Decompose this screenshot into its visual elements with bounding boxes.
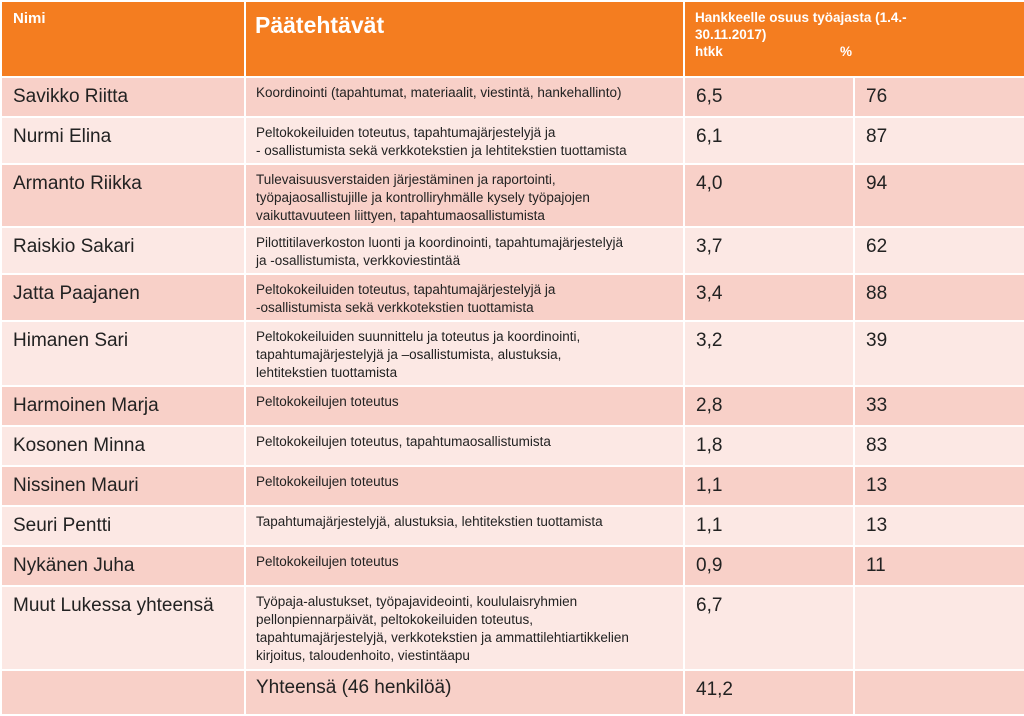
cell-tasks xyxy=(245,117,684,164)
table-row xyxy=(1,506,1024,546)
header-units xyxy=(695,43,1020,60)
task-line: Työpaja-alustukset, työpajavideointi, koululaisryhmien xyxy=(256,594,578,609)
table-row xyxy=(1,227,1024,274)
task-line: Peltokokeilujen toteutus xyxy=(256,554,399,569)
cell-name: Nurmi Elina xyxy=(1,117,245,164)
cell-tasks xyxy=(245,164,684,227)
cell-htkk: 4,0 xyxy=(684,164,854,227)
task-line: Peltokokeilujen toteutus, tapahtumaosallistumista xyxy=(256,434,551,449)
cell-pct: 88 xyxy=(854,274,1024,321)
table-row xyxy=(1,386,1024,426)
task-line: lehtitekstien tuottamista xyxy=(256,365,398,380)
cell-pct: 83 xyxy=(854,426,1024,466)
cell-htkk: 6,7 xyxy=(684,586,854,670)
task-line: tapahtumajärjestelyjä ja –osallistumista, alustuksia, xyxy=(256,347,562,362)
cell-htkk: 6,5 xyxy=(684,77,854,117)
header-name: Nimi xyxy=(1,1,245,77)
task-line: työpajaosallistujille ja kontrolliryhmälle kysely työpajojen xyxy=(256,190,590,205)
cell-tasks xyxy=(245,546,684,586)
cell-tasks xyxy=(245,506,684,546)
cell-name: Harmoinen Marja xyxy=(1,386,245,426)
cell-htkk: 3,7 xyxy=(684,227,854,274)
cell-tasks xyxy=(245,274,684,321)
cell-pct: 87 xyxy=(854,117,1024,164)
task-line: Tulevaisuusverstaiden järjestäminen ja raportointi, xyxy=(256,172,556,187)
cell-htkk: 1,8 xyxy=(684,426,854,466)
table-row xyxy=(1,466,1024,506)
cell-name: Armanto Riikka xyxy=(1,164,245,227)
cell-name: Kosonen Minna xyxy=(1,426,245,466)
task-line: pellonpiennarpäivät, peltokokeiluiden toteutus, xyxy=(256,612,533,627)
table-row xyxy=(1,426,1024,466)
cell-htkk: 3,4 xyxy=(684,274,854,321)
header-share-line-1: Hankkeelle osuus työajasta (1.4.- xyxy=(695,10,907,25)
cell-tasks xyxy=(245,586,684,670)
cell-htkk: 6,1 xyxy=(684,117,854,164)
cell-name: Savikko Riitta xyxy=(1,77,245,117)
task-line: Peltokokeiluiden toteutus, tapahtumajärjestelyjä ja xyxy=(256,125,556,140)
header-unit-pct: % xyxy=(840,44,853,59)
cell-tasks xyxy=(245,321,684,386)
cell-htkk: 2,8 xyxy=(684,386,854,426)
task-line: tapahtumajärjestelyjä, verkkotekstien ja ammattilehtiartikkelien xyxy=(256,630,629,645)
cell-pct: 11 xyxy=(854,546,1024,586)
header-unit-htkk: htkk xyxy=(695,44,723,59)
cell-tasks xyxy=(245,77,684,117)
cell-name: Muut Lukessa yhteensä xyxy=(1,586,245,670)
cell-name: Raiskio Sakari xyxy=(1,227,245,274)
cell-pct: 62 xyxy=(854,227,1024,274)
cell-pct xyxy=(854,586,1024,670)
cell-pct: 76 xyxy=(854,77,1024,117)
table-row xyxy=(1,77,1024,117)
cell-name: Himanen Sari xyxy=(1,321,245,386)
task-line: - osallistumista sekä verkkotekstien ja lehtitekstien tuottamista xyxy=(256,143,627,158)
table-row xyxy=(1,586,1024,670)
cell-pct: 13 xyxy=(854,506,1024,546)
table-row xyxy=(1,546,1024,586)
cell-tasks xyxy=(245,227,684,274)
cell-pct: 39 xyxy=(854,321,1024,386)
task-line: vaikuttavuuteen liittyen, tapahtumaosallistumista xyxy=(256,208,545,223)
cell-htkk: 0,9 xyxy=(684,546,854,586)
task-line: Peltokokeiluiden suunnittelu ja toteutus ja koordinointi, xyxy=(256,329,581,344)
cell-tasks xyxy=(245,386,684,426)
task-line: ja -osallistumista, verkkoviestintää xyxy=(256,253,461,268)
task-line: Pilottitilaverkoston luonti ja koordinointi, tapahtumajärjestelyjä xyxy=(256,235,623,250)
task-line: Peltokokeilujen toteutus xyxy=(256,394,399,409)
cell-name: Jatta Paajanen xyxy=(1,274,245,321)
cell-pct xyxy=(854,670,1024,715)
cell-pct: 33 xyxy=(854,386,1024,426)
cell-tasks xyxy=(245,466,684,506)
cell-pct: 94 xyxy=(854,164,1024,227)
header-row xyxy=(1,1,1024,77)
cell-htkk: 3,2 xyxy=(684,321,854,386)
table-body xyxy=(1,77,1024,715)
cell-htkk: 1,1 xyxy=(684,466,854,506)
header-tasks: Päätehtävät xyxy=(245,1,684,77)
table-row xyxy=(1,274,1024,321)
cell-tasks xyxy=(245,670,684,715)
task-line: Yhteensä (46 henkilöä) xyxy=(256,677,452,698)
task-line: -osallistumista sekä verkkotekstien tuottamista xyxy=(256,300,534,315)
table-row xyxy=(1,164,1024,227)
task-line: Tapahtumajärjestelyjä, alustuksia, lehtitekstien tuottamista xyxy=(256,514,603,529)
task-line: Peltokokeilujen toteutus xyxy=(256,474,399,489)
cell-tasks xyxy=(245,426,684,466)
cell-name: Seuri Pentti xyxy=(1,506,245,546)
cell-pct: 13 xyxy=(854,466,1024,506)
task-line: Koordinointi (tapahtumat, materiaalit, viestintä, hankehallinto) xyxy=(256,85,622,100)
task-line: Peltokokeiluiden toteutus, tapahtumajärjestelyjä ja xyxy=(256,282,556,297)
cell-htkk: 41,2 xyxy=(684,670,854,715)
table-row xyxy=(1,321,1024,386)
total-row xyxy=(1,670,1024,715)
header-share xyxy=(684,1,1024,77)
cell-name xyxy=(1,670,245,715)
task-line: kirjoitus, taloudenhoito, viestintäapu xyxy=(256,648,470,663)
cell-htkk: 1,1 xyxy=(684,506,854,546)
cell-name: Nykänen Juha xyxy=(1,546,245,586)
cell-name: Nissinen Mauri xyxy=(1,466,245,506)
header-share-line-2: 30.11.2017) xyxy=(695,27,767,42)
table-row xyxy=(1,117,1024,164)
